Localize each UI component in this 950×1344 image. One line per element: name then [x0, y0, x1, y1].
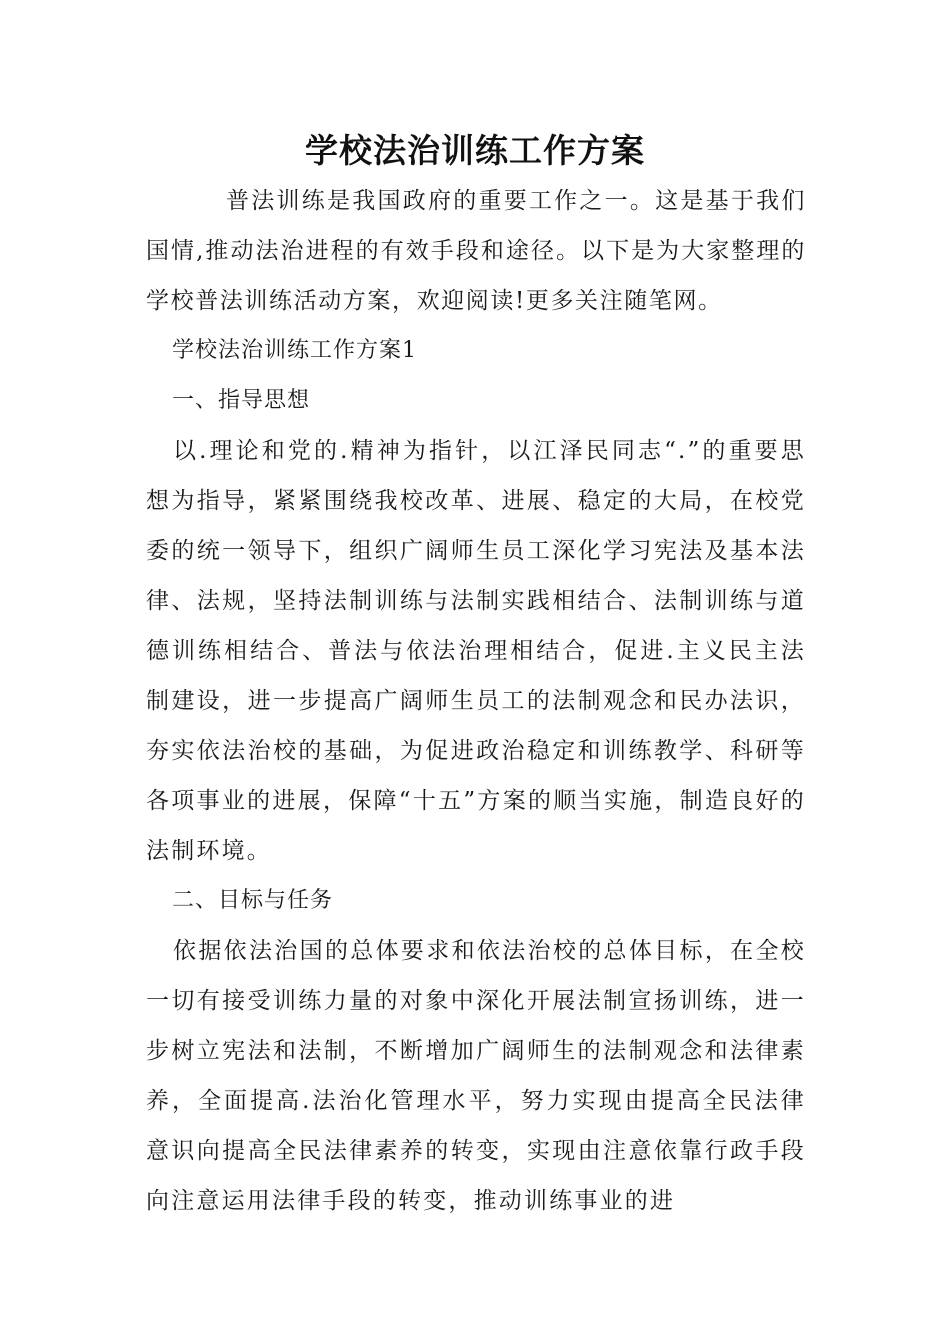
section-title-plan-1: 学校法治训练工作方案1 [172, 338, 417, 363]
paragraph-goals-tasks: 依据依法治国的总体要求和依法治校的总体目标，在全校一切有接受训练力量的对象中深化开展法制宣扬训练，进一步树立宪法和法制，不断增加广阔师生的法制观念和法律素养，全面提高.法治化管理水平，努力实现由提高全民法律意识向提高全民法律素养的转变，实现由注意依靠行政手段向注意运用法律手段的转变，推动训练事业的进 [146, 938, 806, 1214]
document-body [146, 176, 806, 1226]
heading-goals-tasks: 二、目标与任务 [172, 888, 334, 913]
heading-guiding-thought: 一、指导思想 [172, 388, 311, 413]
intro-paragraph: 普法训练是我国政府的重要工作之一。这是基于我们国情,推动法治进程的有效手段和途径。以下是为大家整理的学校普法训练活动方案，欢迎阅读!更多关注随笔网。 [146, 188, 806, 314]
paragraph-guiding-thought: 以.理论和党的.精神为指针，以江泽民同志“.”的重要思想为指导，紧紧围绕我校改革、进展、稳定的大局，在校党委的统一领导下，组织广阔师生员工深化学习宪法及基本法律、法规，坚持法制训练与法制实践相结合、法制训练与道德训练相结合、普法与依法治理相结合，促进.主义民主法制建设，进一步提高广阔师生员工的法制观念和民办法识，夯实依法治校的基础，为促进政治稳定和训练教学、科研等各项事业的进展，保障“十五”方案的顺当实施，制造良好的法制环境。 [146, 438, 806, 864]
document-title: 学校法治训练工作方案 [305, 131, 645, 170]
